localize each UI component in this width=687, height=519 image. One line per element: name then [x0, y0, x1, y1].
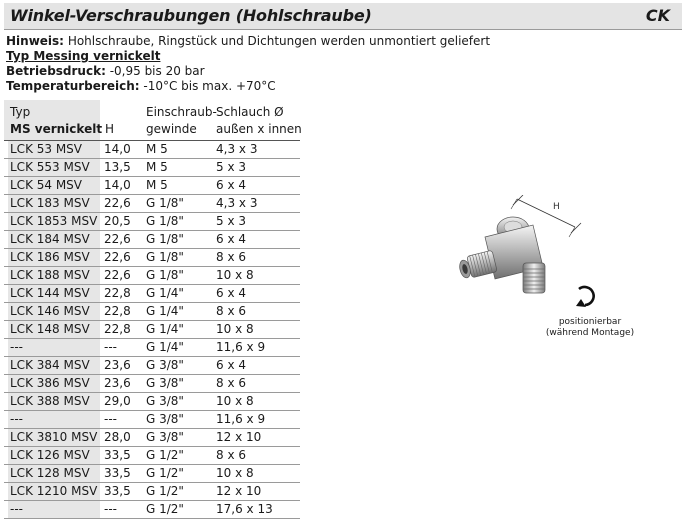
cell-h: 29,0: [104, 394, 131, 408]
cell-thread: G 1/2": [146, 466, 184, 480]
cell-hose: 4,3 x 3: [216, 196, 258, 210]
dimension-label: H: [553, 202, 560, 212]
angle-fitting-illustration: [455, 195, 615, 315]
cell-type: LCK 54 MSV: [8, 177, 100, 194]
header-schlauch-sub: außen x innen: [216, 122, 302, 136]
cell-thread: G 1/2": [146, 502, 184, 516]
cell-type: ---: [8, 501, 100, 518]
table-row: [4, 195, 300, 213]
cell-thread: G 1/8": [146, 196, 184, 210]
cell-type: ---: [8, 339, 100, 356]
cell-h: 14,0: [104, 142, 131, 156]
cell-hose: 10 x 8: [216, 466, 254, 480]
cell-type: LCK 386 MSV: [8, 375, 100, 392]
cell-type: ---: [8, 411, 100, 428]
header-gewinde-sub: gewinde: [146, 122, 197, 136]
table-row: [4, 393, 300, 411]
cell-thread: G 3/8": [146, 412, 184, 426]
cell-thread: G 1/4": [146, 304, 184, 318]
cell-type: LCK 184 MSV: [8, 231, 100, 248]
cell-hose: 12 x 10: [216, 430, 262, 444]
temperature-text: -10°C bis max. +70°C: [143, 79, 276, 93]
header-schlauch: Schlauch Ø: [216, 105, 284, 119]
table-row: [4, 483, 300, 501]
cell-type: LCK 384 MSV: [8, 357, 100, 374]
cell-hose: 12 x 10: [216, 484, 262, 498]
cell-thread: G 3/8": [146, 358, 184, 372]
cell-h: 22,6: [104, 268, 131, 282]
cell-h: 20,5: [104, 214, 131, 228]
product-code: CK: [645, 6, 670, 25]
table-row: [4, 429, 300, 447]
pressure-text: -0,95 bis 20 bar: [109, 64, 205, 78]
table-row: [4, 159, 300, 177]
cell-hose: 5 x 3: [216, 214, 246, 228]
cell-thread: G 3/8": [146, 394, 184, 408]
cell-h: 22,6: [104, 232, 131, 246]
cell-thread: G 1/2": [146, 448, 184, 462]
table-row: [4, 213, 300, 231]
cell-hose: 10 x 8: [216, 268, 254, 282]
cell-thread: G 1/8": [146, 214, 184, 228]
cell-type: LCK 183 MSV: [8, 195, 100, 212]
caption-positionable: positionierbar: [558, 317, 622, 327]
cell-hose: 8 x 6: [216, 376, 246, 390]
pressure-label: Betriebsdruck:: [6, 64, 106, 78]
cell-hose: 11,6 x 9: [216, 412, 266, 426]
cell-hose: 8 x 6: [216, 250, 246, 264]
table-row: [4, 267, 300, 285]
table-row: [4, 465, 300, 483]
cell-h: 28,0: [104, 430, 131, 444]
cell-h: 14,0: [104, 178, 131, 192]
note-text: Hohlschraube, Ringstück und Dichtungen werden unmontiert geliefert: [67, 34, 491, 48]
table-row: [4, 231, 300, 249]
cell-thread: G 3/8": [146, 376, 184, 390]
table-row: [4, 339, 300, 357]
rotation-arrow-icon: [576, 287, 594, 307]
cell-type: LCK 148 MSV: [8, 321, 100, 338]
cell-thread: G 1/2": [146, 484, 184, 498]
cell-h: 33,5: [104, 484, 131, 498]
cell-hose: 6 x 4: [216, 358, 246, 372]
title-bar: [4, 3, 682, 30]
cell-hose: 11,6 x 9: [216, 340, 266, 354]
cell-thread: M 5: [146, 160, 168, 174]
cell-h: 23,6: [104, 358, 131, 372]
cell-hose: 5 x 3: [216, 160, 246, 174]
cell-thread: M 5: [146, 178, 168, 192]
type-text: Typ Messing vernickelt: [6, 49, 161, 63]
temperature-label: Temperaturbereich:: [6, 79, 140, 93]
cell-hose: 10 x 8: [216, 394, 254, 408]
cell-hose: 4,3 x 3: [216, 142, 258, 156]
cell-h: ---: [104, 340, 117, 354]
cell-hose: 6 x 4: [216, 232, 246, 246]
cell-thread: M 5: [146, 142, 168, 156]
table-row: [4, 321, 300, 339]
header-h: H: [105, 122, 115, 136]
cell-hose: 6 x 4: [216, 286, 246, 300]
pressure-line: [6, 64, 205, 79]
cell-thread: G 1/4": [146, 340, 184, 354]
cell-type: LCK 553 MSV: [8, 159, 100, 176]
cell-hose: 17,6 x 13: [216, 502, 273, 516]
caption-during-assembly: (während Montage): [545, 328, 635, 338]
table-row: [4, 447, 300, 465]
cell-h: 22,6: [104, 196, 131, 210]
cell-type: LCK 144 MSV: [8, 285, 100, 302]
cell-type: LCK 128 MSV: [8, 465, 100, 482]
table-row: [4, 357, 300, 375]
header-gewinde: Einschraub-: [146, 105, 217, 119]
cell-type: LCK 1210 MSV: [8, 483, 100, 500]
cell-h: 33,5: [104, 448, 131, 462]
cell-thread: G 1/4": [146, 322, 184, 336]
type-line: [6, 49, 160, 64]
cell-type: LCK 186 MSV: [8, 249, 100, 266]
cell-hose: 10 x 8: [216, 322, 254, 336]
cell-h: 22,8: [104, 286, 131, 300]
cell-type: LCK 126 MSV: [8, 447, 100, 464]
cell-h: ---: [104, 412, 117, 426]
cell-hose: 6 x 4: [216, 178, 246, 192]
product-table: [4, 100, 300, 519]
cell-hose: 8 x 6: [216, 448, 246, 462]
table-row: [4, 303, 300, 321]
header-typ: Typ: [10, 105, 31, 119]
table-row: [4, 177, 300, 195]
cell-type: LCK 146 MSV: [8, 303, 100, 320]
cell-h: 33,5: [104, 466, 131, 480]
cell-type: LCK 1853 MSV: [8, 213, 100, 230]
cell-type: LCK 53 MSV: [8, 141, 100, 158]
table-row: [4, 249, 300, 267]
temperature-line: [6, 79, 276, 94]
table-header: [4, 100, 300, 141]
table-row: [4, 285, 300, 303]
cell-h: 13,5: [104, 160, 131, 174]
cell-h: 22,6: [104, 250, 131, 264]
cell-h: 23,6: [104, 376, 131, 390]
cell-thread: G 3/8": [146, 430, 184, 444]
cell-type: LCK 3810 MSV: [8, 429, 100, 446]
table-row: [4, 141, 300, 159]
cell-h: 22,8: [104, 304, 131, 318]
cell-hose: 8 x 6: [216, 304, 246, 318]
cell-h: ---: [104, 502, 117, 516]
cell-type: LCK 388 MSV: [8, 393, 100, 410]
cell-type: LCK 188 MSV: [8, 267, 100, 284]
cell-thread: G 1/8": [146, 268, 184, 282]
page-title: Winkel-Verschraubungen (Hohlschraube): [10, 6, 372, 25]
cell-h: 22,8: [104, 322, 131, 336]
table-row: [4, 375, 300, 393]
note-label: Hinweis:: [6, 34, 64, 48]
cell-thread: G 1/8": [146, 232, 184, 246]
header-typ-sub: MS vernickelt: [10, 122, 103, 136]
cell-thread: G 1/4": [146, 286, 184, 300]
cell-thread: G 1/8": [146, 250, 184, 264]
table-body: [4, 141, 300, 519]
table-row: [4, 411, 300, 429]
note-line: [6, 34, 490, 49]
